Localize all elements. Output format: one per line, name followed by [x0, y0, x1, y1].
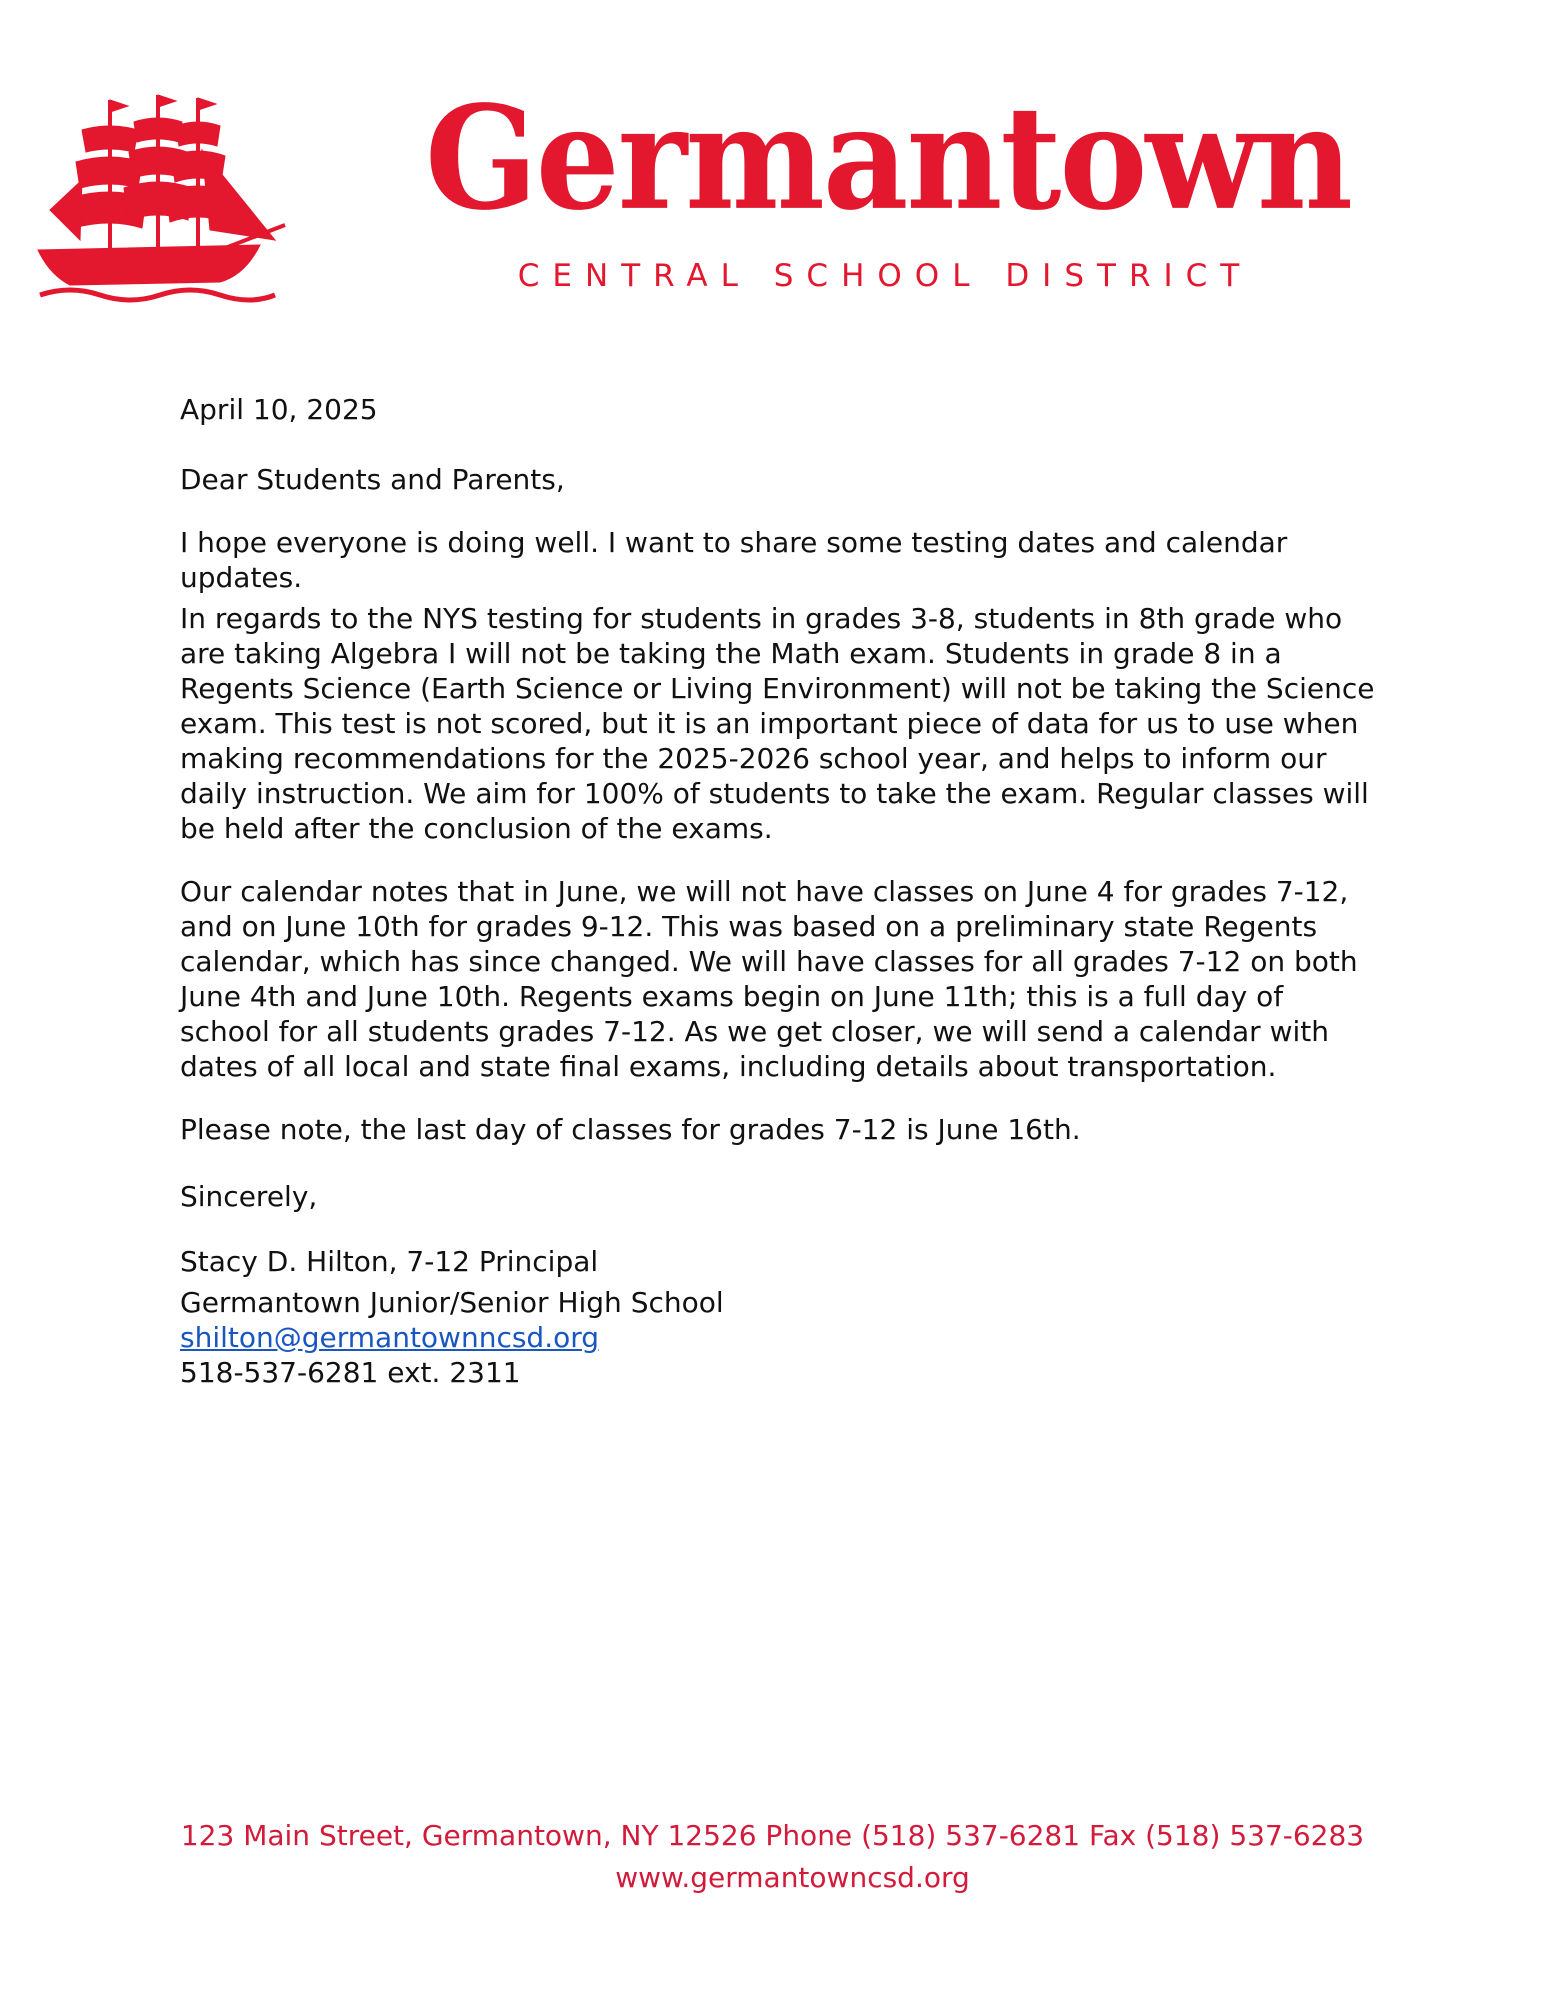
letterhead [0, 0, 1545, 320]
footer-address: 123 Main Street, Germantown, NY 12526 Phone (518) 537-6281 Fax (518) 537-6283 [180, 1819, 1365, 1852]
district-subtitle: CENTRAL SCHOOL DISTRICT [517, 258, 1253, 294]
paragraph-intro: I hope everyone is doing well. I want to share some testing dates and calendar updates. [180, 526, 1288, 594]
paragraph-testing: In regards to the NYS testing for students in grades 3-8, students in 8th grade who are taking Algebra I will not be taking the Math exam. Students in grade 8 in a Regents Science (Earth Science or Living Environment) will not be taking the Science exam. This test is not scored, but it is an important piece of data for us to use when making recommendations for the 2025-2026 school year, and helps to inform our daily instruction. We aim for 100% of students to take the exam. Regular classes will be held after the conclusion of the exams. [180, 602, 1375, 845]
letter-greeting: Dear Students and Parents, [180, 463, 565, 496]
signature-block [180, 1285, 1380, 1390]
signature-name-title: Stacy D. Hilton, 7-12 Principal [180, 1245, 599, 1278]
district-logo-wordmark: Germantown [425, 75, 1352, 243]
signature-phone: 518-537-6281 ext. 2311 [180, 1356, 521, 1389]
email-link[interactable]: shilton@germantownncsd.org [180, 1321, 600, 1354]
sailing-ship-icon [30, 90, 290, 305]
letter-footer [0, 1815, 1545, 1899]
letter-date: April 10, 2025 [180, 393, 378, 426]
letter-closing: Sincerely, [180, 1180, 318, 1213]
footer-website[interactable]: www.germantowncsd.org [615, 1861, 970, 1894]
paragraph-last-day: Please note, the last day of classes for grades 7-12 is June 16th. [180, 1113, 1081, 1146]
signature-school: Germantown Junior/Senior High School [180, 1286, 724, 1319]
letter-body [180, 392, 1380, 1390]
paragraph-calendar: Our calendar notes that in June, we will not have classes on June 4 for grades 7-12, and on June 10th for grades 9-12. This was based on a preliminary state Regents calendar, which has since changed. We will have classes for all grades 7-12 on both June 4th and June 10th. Regents exams begin on June 11th; this is a full day of school for all students grades 7-12. As we get closer, we will send a calendar with dates of all local and state final exams, including details about transportation. [180, 875, 1358, 1083]
